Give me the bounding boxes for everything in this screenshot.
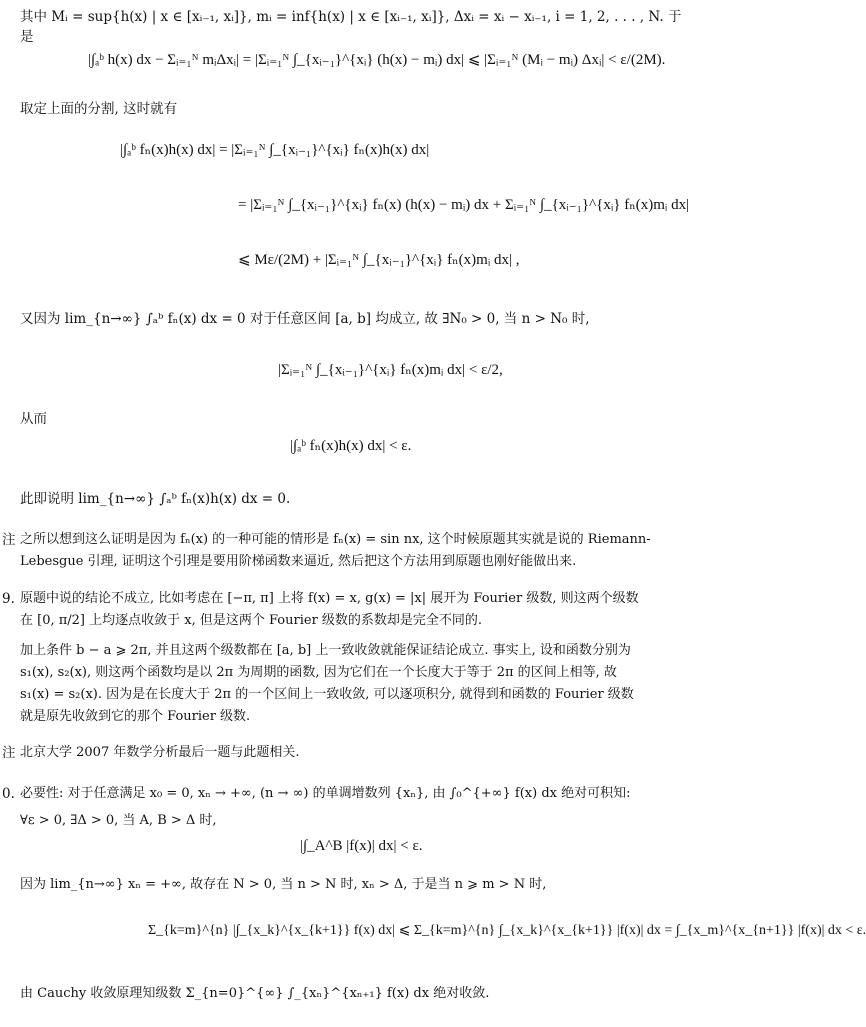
text-line-limit: 又因为 lim_{n→∞} ∫ₐᵇ fₙ(x) dx = 0 对于任意区间 [a, b] 均成立, 故 ∃N₀ > 0, 当 n > N₀ 时,: [20, 311, 590, 327]
problem-9b-line-3: s₁(x) = s₂(x). 因为是在长度大于 2π 的一个区间上一致收敛, 可以逐项积分, 就得到和函数的 Fourier 级数: [20, 687, 634, 702]
text-line-shi: 是: [20, 29, 34, 45]
equation-1: |∫ₐᵇ h(x) dx − Σᵢ₌₁ᴺ mᵢΔxᵢ| = |Σᵢ₌₁ᴺ ∫_{xᵢ₋₁}^{xᵢ} (h(x) − mᵢ) dx| ⩽ |Σᵢ₌₁ᴺ (Mᵢ − mᵢ) Δxᵢ| < ε/(2M).: [88, 52, 666, 68]
problem-10-line-3: 因为 lim_{n→∞} xₙ = +∞, 故存在 N > 0, 当 n > N 时, xₙ > Δ, 于是当 n ⩾ m > N 时,: [20, 877, 547, 892]
problem-9b-line-4: 就是原先收敛到它的那个 Fourier 级数.: [20, 709, 251, 724]
note-label-1: 注: [2, 532, 16, 548]
equation-5: |∫_A^B |f(x)| dx| < ε.: [300, 838, 423, 854]
equation-2a: |∫ₐᵇ fₙ(x)h(x) dx| = |Σᵢ₌₁ᴺ ∫_{xᵢ₋₁}^{xᵢ} fₙ(x)h(x) dx|: [120, 142, 430, 158]
note-label-2: 注: [2, 745, 16, 761]
equation-2c: ⩽ Mε/(2M) + |Σᵢ₌₁ᴺ ∫_{xᵢ₋₁}^{xᵢ} fₙ(x)mᵢ dx| ,: [238, 252, 520, 268]
problem-9-line-1: 原题中说的结论不成立, 比如考虑在 [−π, π] 上将 f(x) = x, g(x) = |x| 展开为 Fourier 级数, 则这两个级数: [20, 591, 639, 606]
problem-10-line-2: ∀ε > 0, ∃Δ > 0, 当 A, B > Δ 时,: [20, 813, 217, 828]
note-1-line-2: Lebesgue 引理, 证明这个引理是要用阶梯函数来逼近, 然后把这个方法用到原题也刚好能做出来.: [20, 554, 577, 569]
text-line-partition: 取定上面的分割, 这时就有: [20, 101, 178, 117]
text-line-intro: 其中 Mᵢ = sup{h(x) | x ∈ [xᵢ₋₁, xᵢ]}, mᵢ = inf{h(x) | x ∈ [xᵢ₋₁, xᵢ]}, Δxᵢ = xᵢ − xᵢ₋₁, i = 1, 2, . . . , N. 于: [20, 9, 682, 25]
problem-9b-line-2: s₁(x), s₂(x), 则这两个函数均是以 2π 为周期的函数, 因为它们在一个长度大于等于 2π 的区间上相等, 故: [20, 665, 617, 680]
problem-9b-line-1: 加上条件 b − a ⩾ 2π, 并且这两个级数都在 [a, b] 上一致收敛就能保证结论成立. 事实上, 设和函数分别为: [20, 643, 631, 658]
note-1-line-1: 之所以想到这么证明是因为 fₙ(x) 的一种可能的情形是 fₙ(x) = sin nx, 这个时候原题其实就是说的 Riemann-: [20, 532, 651, 547]
text-line-conclusion: 此即说明 lim_{n→∞} ∫ₐᵇ fₙ(x)h(x) dx = 0.: [20, 491, 291, 507]
problem-10-line-1: 必要性: 对于任意满足 x₀ = 0, xₙ → +∞, (n → ∞) 的单调增数列 {xₙ}, 由 ∫₀^{+∞} f(x) dx 绝对可积知:: [20, 786, 631, 801]
note-2-text: 北京大学 2007 年数学分析最后一题与此题相关.: [20, 745, 300, 760]
equation-2b: = |Σᵢ₌₁ᴺ ∫_{xᵢ₋₁}^{xᵢ} fₙ(x) (h(x) − mᵢ) dx + Σᵢ₌₁ᴺ ∫_{xᵢ₋₁}^{xᵢ} fₙ(x)mᵢ dx|: [238, 197, 690, 213]
equation-4: |∫ₐᵇ fₙ(x)h(x) dx| < ε.: [290, 438, 412, 454]
problem-10-line-4: 由 Cauchy 收敛原理知级数 Σ_{n=0}^{∞} ∫_{xₙ}^{xₙ₊₁} f(x) dx 绝对收敛.: [20, 986, 490, 1001]
problem-10-label: 0.: [2, 786, 15, 802]
text-line-thus: 从而: [20, 411, 47, 427]
problem-9-line-2: 在 [0, π/2] 上均逐点收敛于 x, 但是这两个 Fourier 级数的系数却是完全不同的.: [20, 613, 483, 628]
equation-3: |Σᵢ₌₁ᴺ ∫_{xᵢ₋₁}^{xᵢ} fₙ(x)mᵢ dx| < ε/2,: [278, 362, 503, 378]
problem-9-label: 9.: [2, 591, 15, 607]
equation-6: Σ_{k=m}^{n} |∫_{x_k}^{x_{k+1}} f(x) dx| ⩽ Σ_{k=m}^{n} ∫_{x_k}^{x_{k+1}} |f(x)| dx = ∫_{x_m}^{x_{n+1}} |f(x)| dx < ε.: [148, 923, 866, 938]
